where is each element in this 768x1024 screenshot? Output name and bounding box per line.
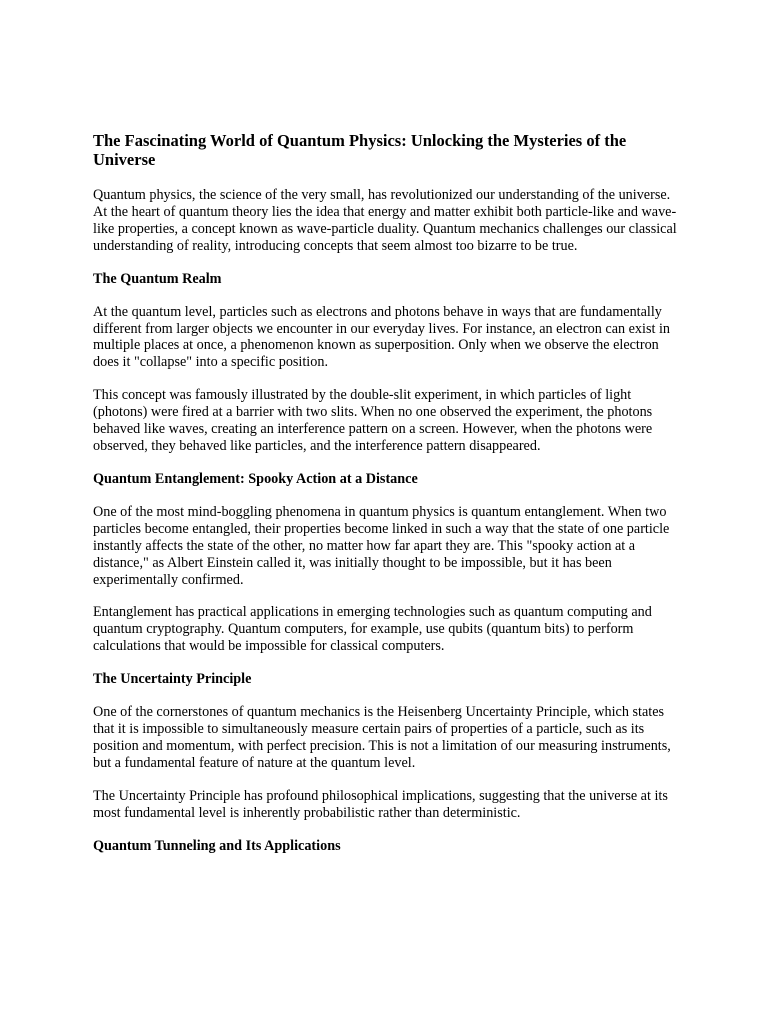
document-title: The Fascinating World of Quantum Physics: Unlocking the Mysteries of the Universe <box>93 131 627 169</box>
intro-paragraph: Quantum physics, the science of the very small, has revolutionized our understanding of the universe. At the heart of quantum theory lies the idea that energy and matter exhibit both particle-like and wave-like properties, a concept known as wave-particle duality. Quantum mechanics challenges our classical understanding of reality, introducing concepts that seem almost too bizarre to be true. <box>93 187 677 254</box>
section-heading-uncertainty: The Uncertainty Principle <box>93 671 252 688</box>
section-heading-quantum-realm: The Quantum Realm <box>93 270 222 287</box>
paragraph: One of the most mind-boggling phenomena in quantum physics is quantum entanglement. When two particles become entangled, their properties become linked in such a way that the state of one particle instantly affects the state of the other, no matter how far apart they are. This "spooky action at a distance," as Albert Einstein called it, was initially thought to be impossible, but it has been experimentally confirmed. <box>93 503 670 588</box>
paragraph: Entanglement has practical applications in emerging technologies such as quantum computing and quantum cryptography. Quantum computers, for example, use qubits (quantum bits) to perform calculations that would be impossible for classical computers. <box>93 604 652 655</box>
paragraph: At the quantum level, particles such as electrons and photons behave in ways that are fundamentally different from larger objects we encounter in our everyday lives. For instance, an electron can exist in multiple places at once, a phenomenon known as superposition. Only when we observe the electron does it "collapse" into a specific position. <box>93 303 671 371</box>
section-heading-entanglement: Quantum Entanglement: Spooky Action at a Distance <box>93 470 418 487</box>
paragraph: The Uncertainty Principle has profound philosophical implications, suggesting that the universe at its most fundamental level is inherently probabilistic rather than deterministic. <box>93 787 668 821</box>
paragraph: This concept was famously illustrated by the double-slit experiment, in which particles of light (photons) were fired at a barrier with two slits. When no one observed the experiment, the photons behaved like waves, creating an interference pattern on a screen. However, when the photons were observed, they behaved like particles, and the interference pattern disappeared. <box>93 387 653 454</box>
document-page <box>93 131 678 871</box>
paragraph: One of the cornerstones of quantum mechanics is the Heisenberg Uncertainty Principle, which states that it is impossible to simultaneously measure certain pairs of properties of a particle, such as its position and momentum, with perfect precision. This is not a limitation of our measuring instruments, but a fundamental feature of nature at the quantum level. <box>93 704 671 771</box>
section-heading-tunneling: Quantum Tunneling and Its Applications <box>93 837 341 854</box>
